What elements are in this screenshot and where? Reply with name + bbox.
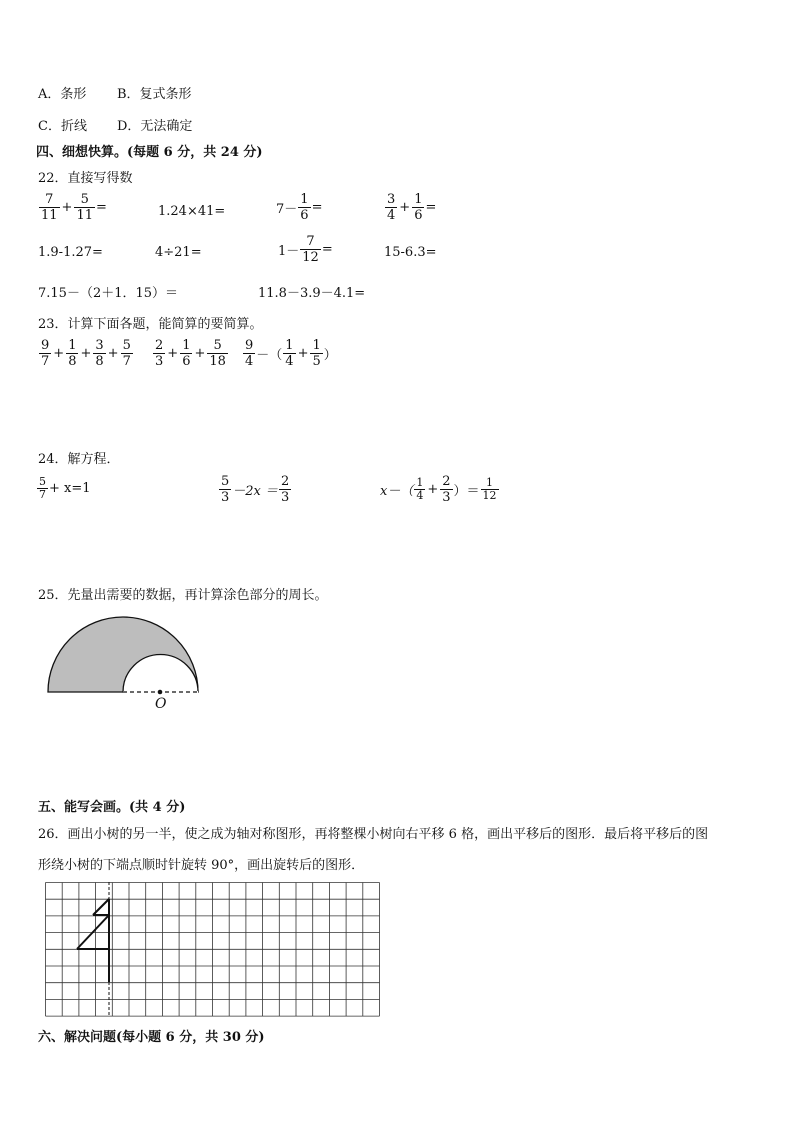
q26-line-1: 26．画出小树的另一半，使之成为轴对称图形，再将整棵小树向右平移 6 格，画出平移后的图形．最后将平移后的图 [38, 827, 709, 842]
fraction: $\frac{5}{18}$ [209, 338, 226, 369]
semicircle-figure [40, 612, 210, 717]
q23-problem-1: $\frac{9}{7}$ + $\frac{1}{8}$ + $\frac{3}{8}$ + $\frac{5}{7}$ [41, 338, 131, 369]
choice-b: B．复式条形 [117, 87, 192, 102]
q25-title: 25．先量出需要的数据，再计算涂色部分的周长。 [38, 588, 328, 603]
q26-line-2: 形绕小树的下端点顺时针旋转 90°，画出旋转后的图形． [38, 858, 365, 873]
fraction: $\frac{1}{8}$ [68, 338, 77, 369]
q24-equation-3: x－（ $\frac{1}{4}$ + $\frac{2}{3}$ ）＝ $\frac{1}{12}$ [380, 474, 497, 505]
q22-expr-4: $\frac{3}{4}$ + $\frac{1}{6}$ = [387, 192, 437, 223]
q22-expr-5: 1.9-1.27= [38, 245, 103, 260]
section-5-title: 五、能写会画。(共 4 分) [38, 800, 186, 815]
q22-expr-9: 7.15－（2＋1．15）＝ [38, 286, 179, 301]
fraction: $\frac{5}{7}$ [39, 475, 46, 501]
section-6-title: 六、解决问题(每小题 6 分，共 30 分) [38, 1030, 265, 1045]
fraction: $\frac{1}{4}$ [416, 476, 424, 502]
q22-expr-6: 4÷21= [155, 245, 202, 260]
q22-title: 22．直接写得数 [38, 171, 133, 186]
fraction: $\frac{9}{7}$ [41, 338, 50, 369]
q22-expr-10: 11.8－3.9－4.1= [258, 286, 366, 301]
center-point [158, 690, 163, 695]
fraction: $\frac{2}{3}$ [442, 474, 451, 505]
tree-branch-bottom [77, 915, 109, 949]
fraction: $\frac{1}{6}$ [300, 192, 309, 223]
fraction: $\frac{3}{4}$ [387, 192, 396, 223]
fraction: $\frac{2}{3}$ [155, 338, 164, 369]
section-4-title: 四、细想快算。(每题 6 分，共 24 分) [36, 145, 263, 160]
fraction: $\frac{1}{5}$ [312, 338, 321, 369]
half-tree [77, 899, 109, 982]
center-label: O [155, 696, 167, 712]
fraction: $\frac{2}{3}$ [281, 474, 290, 505]
q22-expr-8: 15-6.3= [384, 245, 437, 260]
q23-problem-2: $\frac{2}{3}$ + $\frac{1}{6}$ + $\frac{5}{18}$ [155, 338, 226, 369]
fraction: $\frac{1}{12}$ [482, 476, 497, 502]
fraction: $\frac{7}{12}$ [302, 234, 319, 265]
fraction: $\frac{1}{6}$ [182, 338, 191, 369]
q24-equation-1: $\frac{5}{7}$ + x=1 [39, 475, 91, 501]
q22-expr-2: 1.24×41= [158, 204, 226, 219]
q22-expr-1: $\frac{7}{11}$ + $\frac{5}{11}$ = [41, 192, 107, 223]
fraction: $\frac{3}{8}$ [95, 338, 104, 369]
q24-title: 24．解方程． [38, 452, 120, 467]
fraction: $\frac{5}{3}$ [221, 474, 230, 505]
q22-expr-7: 1－ $\frac{7}{12}$ = [278, 234, 333, 265]
q23-problem-3: $\frac{9}{4}$ －（ $\frac{1}{4}$ + $\frac{1}{5}$ ） [245, 338, 337, 369]
fraction: $\frac{1}{4}$ [285, 338, 294, 369]
q22-expr-3: 7－ $\frac{1}{6}$ = [276, 192, 323, 223]
choice-a: A．条形 [38, 87, 87, 102]
drawing-grid[interactable] [45, 882, 385, 1022]
fraction: $\frac{1}{6}$ [414, 192, 423, 223]
choice-c: C．折线 [38, 119, 87, 134]
choice-d: D．无法确定 [117, 119, 193, 134]
q23-title: 23．计算下面各题，能简算的要简算。 [38, 317, 263, 332]
fraction: $\frac{5}{11}$ [76, 192, 93, 223]
fraction: $\frac{9}{4}$ [245, 338, 254, 369]
fraction: $\frac{5}{7}$ [122, 338, 131, 369]
q24-equation-2: $\frac{5}{3}$ －2x ＝ $\frac{2}{3}$ [221, 474, 290, 505]
fraction: $\frac{7}{11}$ [41, 192, 58, 223]
